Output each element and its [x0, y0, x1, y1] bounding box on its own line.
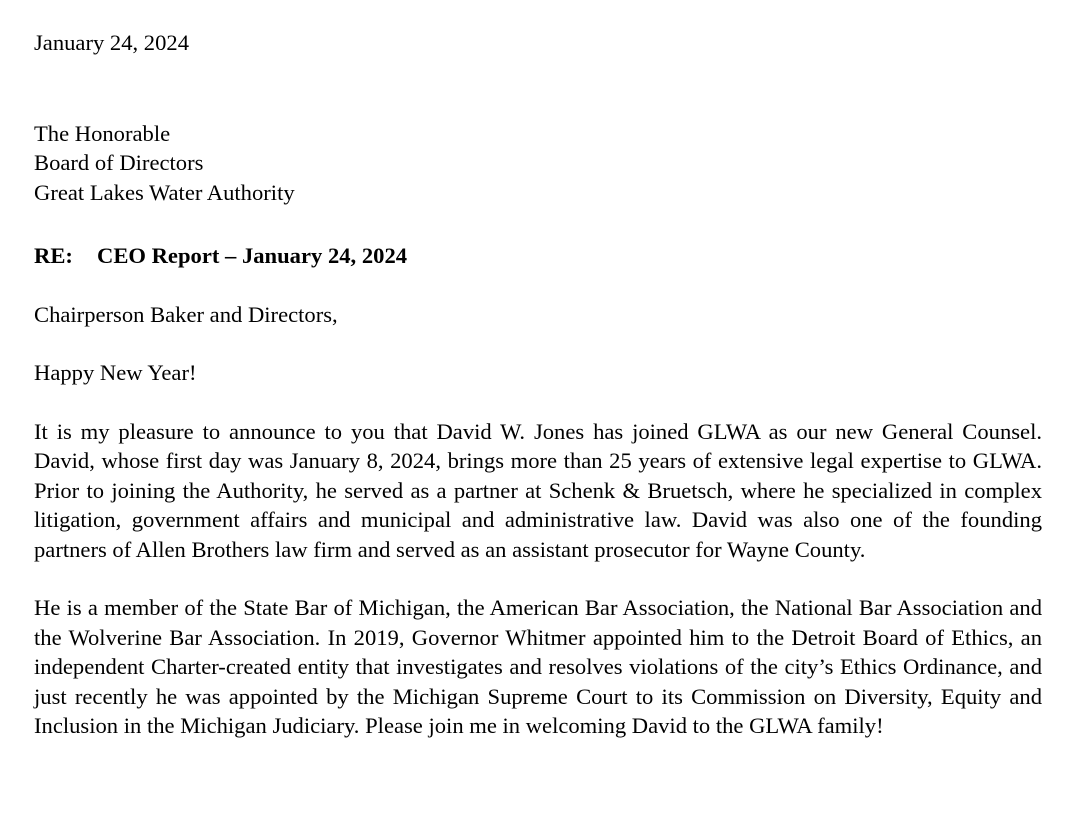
greeting: Happy New Year! [34, 360, 197, 385]
addressee-line-board: Board of Directors [34, 150, 204, 175]
body-paragraph-announcement: It is my pleasure to announce to you that David W. Jones has joined GLWA as our new General Counsel. David, whose first day was January 8, 2024, brings more than 25 years of extensive legal expertise to GLWA. Prior to joining the Authority, he served as a partner at Schenk & Bruetsch, where he specialized in complex litigation, government affairs and municipal and administrative law. David was also one of the founding partners of Allen Brothers law firm and served as an assistant prosecutor for Wayne County. [34, 418, 1042, 562]
subject-text: CEO Report – January 24, 2024 [97, 243, 408, 268]
subject-label: RE: [34, 243, 73, 268]
addressee-block [34, 119, 1042, 208]
addressee-line-organization: Great Lakes Water Authority [34, 179, 295, 205]
salutation: Chairperson Baker and Directors, [34, 301, 338, 327]
addressee-line-title: The Honorable [34, 120, 171, 146]
body-paragraph-memberships: He is a member of the State Bar of Michigan, the American Bar Association, the National Bar Association and the Wolverine Bar Association. In 2019, Governor Whitmer appointed him to the Detroit Board of Ethics, an independent Charter-created entity that investigates and resolves violations of the city’s Ethics Ordinance, and just recently he was appointed by the Michigan Supreme Court to its Commission on Diversity, Equity and Inclusion in the Michigan Judiciary. Please join me in welcoming David to the GLWA family! [34, 595, 1042, 738]
letter-page [34, 28, 1042, 741]
subject-line [34, 241, 1042, 271]
letter-date: January 24, 2024 [34, 30, 189, 55]
